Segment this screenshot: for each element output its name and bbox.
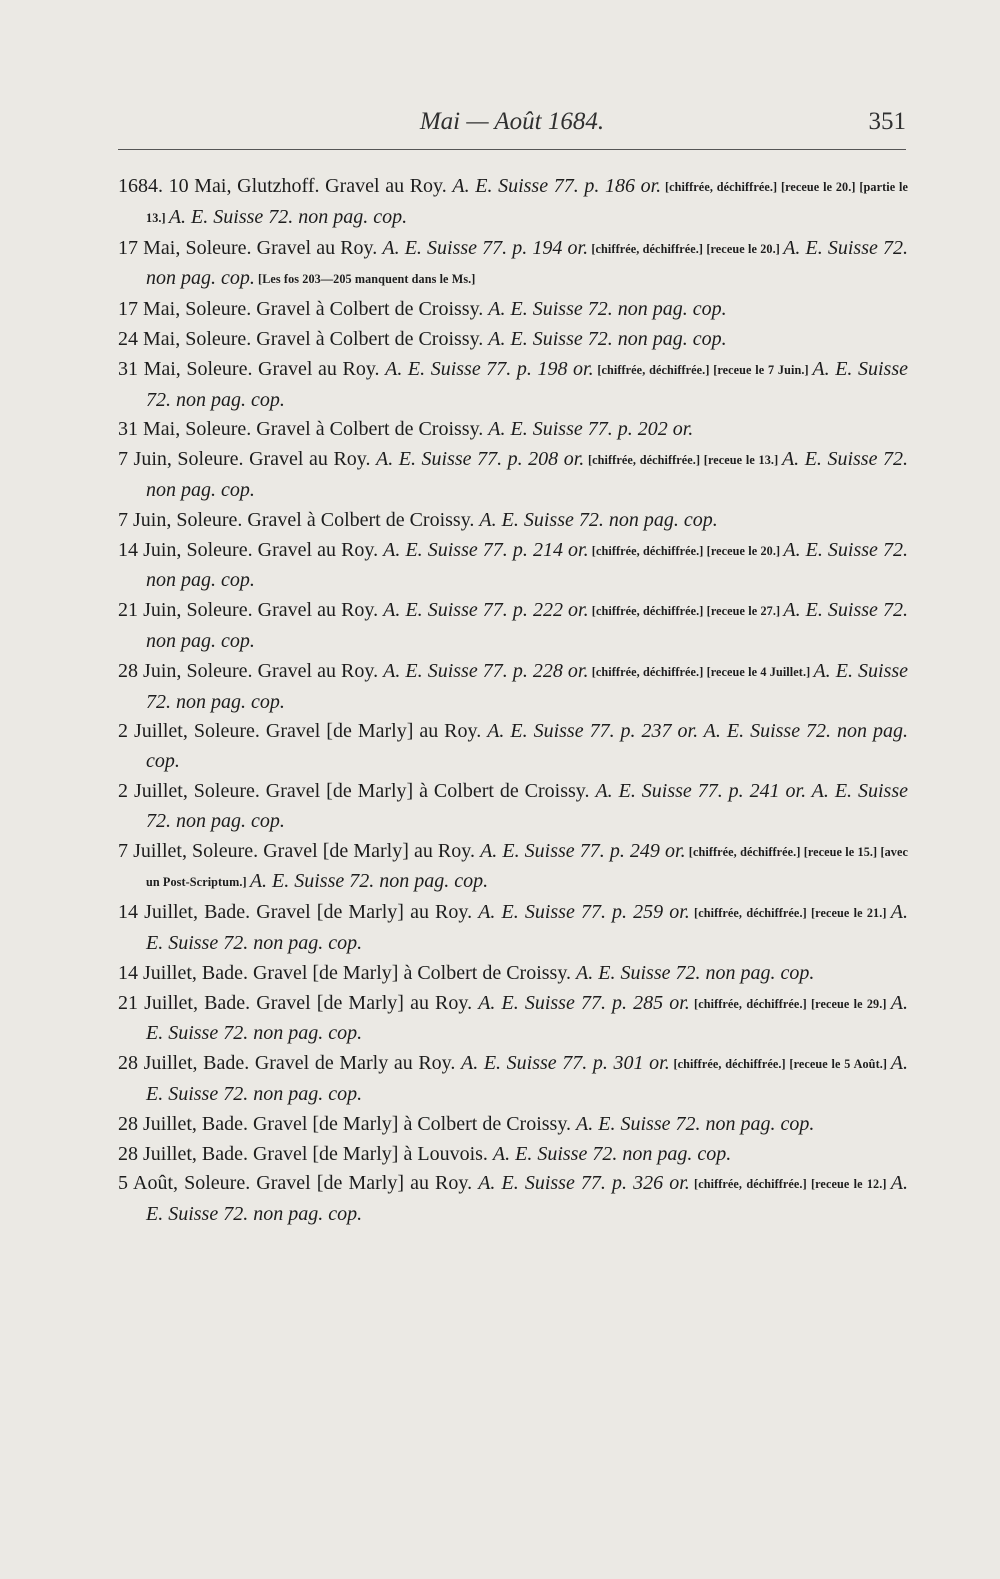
entry-notes: [chiffrée, déchiffrée.] [receue le 20.] [588, 543, 784, 558]
entry-ref: A. E. Suisse 77. p. 285 or. [478, 991, 690, 1014]
list-item [118, 415, 908, 445]
entry-copy: A. E. Suisse 72. non pag. cop. [146, 538, 908, 592]
entry-ref: A. E. Suisse 77. p. 194 or. [382, 236, 589, 259]
page-number: 351 [868, 108, 906, 135]
entry-main: 14 Juillet, Bade. Gravel [de Marly] au Roy. [118, 901, 479, 924]
entry-main: 31 Mai, Soleure. Gravel au Roy. [118, 357, 386, 380]
list-item [118, 717, 908, 777]
list-item [118, 959, 908, 989]
entry-ref: A. E. Suisse 77. p. 301 or. [461, 1052, 670, 1075]
entry-notes: [chiffrée, déchiffrée.] [receue le 20.] [partie le 13.] [146, 180, 909, 225]
entry-main: 2 Juillet, Soleure. Gravel [de Marly] au Roy. [118, 720, 488, 743]
entry-main: 5 Août, Soleure. Gravel [de Marly] au Roy. [118, 1172, 479, 1195]
entry-main: 2 Juillet, Soleure. Gravel [de Marly] à Colbert de Croissy. [118, 779, 596, 802]
entry-main: 31 Mai, Soleure. Gravel à Colbert de Croissy. [118, 418, 489, 441]
entry-notes: [chiffrée, déchiffrée.] [receue le 4 Juillet.] [588, 664, 814, 679]
entry-year: 1684. [118, 175, 169, 197]
entry-ref: A. E. Suisse 72. non pag. cop. [576, 961, 815, 984]
entry-copy: A. E. Suisse 72. non pag. cop. [146, 448, 909, 501]
list-item [118, 898, 908, 959]
entry-main: 24 Mai, Soleure. Gravel à Colbert de Croissy. [118, 327, 489, 350]
list-item [118, 989, 908, 1050]
entry-main: 14 Juillet, Bade. Gravel [de Marly] à Colbert de Croissy. [118, 961, 577, 984]
running-head [118, 108, 906, 144]
entry-copy: A. E. Suisse 72. non pag. cop. [146, 1172, 908, 1226]
entry-notes: [chiffrée, déchiffrée.] [receue le 27.] [588, 604, 784, 619]
entry-notes: [chiffrée, déchiffrée.] [receue le 29.] [689, 996, 891, 1011]
entry-notes: [chiffrée, déchiffrée.] [receue le 21.] [689, 906, 891, 921]
list-item [118, 445, 908, 506]
entry-main: 17 Mai, Soleure. Gravel à Colbert de Croissy. [118, 298, 489, 321]
entry-notes: [chiffrée, déchiffrée.] [receue le 20.] [588, 241, 784, 256]
entry-main: 10 Mai, Glutzhoff. Gravel au Roy. [168, 175, 453, 197]
entry-ref: A. E. Suisse 77. p. 222 or. [383, 599, 589, 622]
list-item [118, 536, 908, 597]
list-item [118, 172, 908, 234]
entry-main: 28 Juin, Soleure. Gravel au Roy. [118, 659, 384, 682]
entry-tail-note: [Les fos 203—205 manquent dans le Ms.] [254, 272, 476, 287]
list-item [118, 1140, 908, 1170]
entry-main: 14 Juin, Soleure. Gravel au Roy. [118, 538, 384, 561]
entry-ref: A. E. Suisse 77. p. 259 or. [478, 901, 690, 924]
list-item [118, 1110, 908, 1140]
page-title: Mai — Août 1684. [419, 108, 605, 135]
entry-notes: [chiffrée, déchiffrée.] [receue le 12.] [689, 1177, 891, 1192]
entry-ref: A. E. Suisse 72. non pag. cop. [492, 1142, 732, 1165]
list-item [118, 234, 908, 296]
entry-copy: A. E. Suisse 72. non pag. cop. [168, 205, 408, 228]
entry-copy: A. E. Suisse 72. non pag. cop. [146, 599, 908, 652]
list-item [118, 506, 908, 536]
entry-notes: [chiffrée, déchiffrée.] [receue le 5 Août.] [669, 1057, 891, 1072]
entry-ref: A. E. Suisse 77. p. 228 or. [383, 659, 589, 682]
list-item [118, 777, 908, 837]
entry-main: 7 Juillet, Soleure. Gravel [de Marly] au Roy. [118, 839, 481, 862]
entry-ref: A. E. Suisse 72. non pag. cop. [576, 1112, 815, 1135]
list-item [118, 295, 908, 325]
entry-ref: A. E. Suisse 77. p. 208 or. [376, 448, 585, 471]
entry-main: 7 Juin, Soleure. Gravel à Colbert de Croissy. [118, 508, 480, 531]
entry-ref: A. E. Suisse 77. p. 202 or. [488, 418, 694, 441]
entry-ref: A. E. Suisse 77. p. 198 or. [385, 357, 594, 380]
entry-ref: A. E. Suisse 77. p. 249 or. [480, 839, 686, 862]
entry-copy: A. E. Suisse 72. non pag. cop. [146, 901, 909, 954]
entry-notes: [chiffrée, déchiffrée.] [receue le 15.] [avec un Post-Scriptum.] [146, 844, 909, 890]
entry-ref: A. E. Suisse 77. p. 326 or. [478, 1172, 690, 1195]
entry-main: 28 Juillet, Bade. Gravel de Marly au Roy. [118, 1052, 461, 1075]
letter-list [118, 172, 908, 1230]
entry-ref: A. E. Suisse 72. non pag. cop. [488, 298, 727, 321]
list-item [118, 657, 908, 718]
entry-copy: A. E. Suisse 72. non pag. cop. [249, 870, 489, 893]
entry-main: 21 Juillet, Bade. Gravel [de Marly] au Roy. [118, 991, 479, 1014]
entry-notes: [chiffrée, déchiffrée.] [receue le 7 Juin.] [593, 362, 813, 377]
entry-copy: A. E. Suisse 72. non pag. cop. [146, 1052, 909, 1105]
list-item [118, 1049, 908, 1110]
list-item [118, 355, 908, 416]
entry-notes: [chiffrée, déchiffrée.] [receue le 13.] [584, 453, 782, 468]
entry-main: 28 Juillet, Bade. Gravel [de Marly] à Louvois. [118, 1142, 493, 1165]
list-item [118, 596, 908, 657]
entry-ref: A. E. Suisse 77. p. 186 or. [452, 175, 662, 197]
header-rule [118, 149, 906, 150]
entry-copy: A. E. Suisse 72. non pag. cop. [146, 991, 909, 1045]
entry-ref: A. E. Suisse 77. p. 214 or. [383, 538, 589, 561]
list-item [118, 837, 908, 899]
entry-ref: A. E. Suisse 77. p. 241 or. A. E. Suisse 72. non pag. cop. [146, 779, 908, 832]
entry-main: 17 Mai, Soleure. Gravel au Roy. [118, 236, 383, 259]
entry-main: 28 Juillet, Bade. Gravel [de Marly] à Colbert de Croissy. [118, 1112, 577, 1135]
entry-ref: A. E. Suisse 72. non pag. cop. [479, 508, 718, 531]
list-item [118, 1169, 908, 1230]
entry-ref: A. E. Suisse 77. p. 237 or. A. E. Suisse 72. non pag. cop. [146, 720, 908, 773]
list-item [118, 325, 908, 355]
entry-copy: A. E. Suisse 72. non pag. cop. [146, 236, 908, 290]
entry-main: 21 Juin, Soleure. Gravel au Roy. [118, 599, 384, 622]
entry-copy: A. E. Suisse 72. non pag. cop. [146, 357, 908, 411]
entry-ref: A. E. Suisse 72. non pag. cop. [488, 327, 727, 350]
entry-main: 7 Juin, Soleure. Gravel au Roy. [118, 448, 377, 471]
entry-copy: A. E. Suisse 72. non pag. cop. [146, 659, 909, 713]
